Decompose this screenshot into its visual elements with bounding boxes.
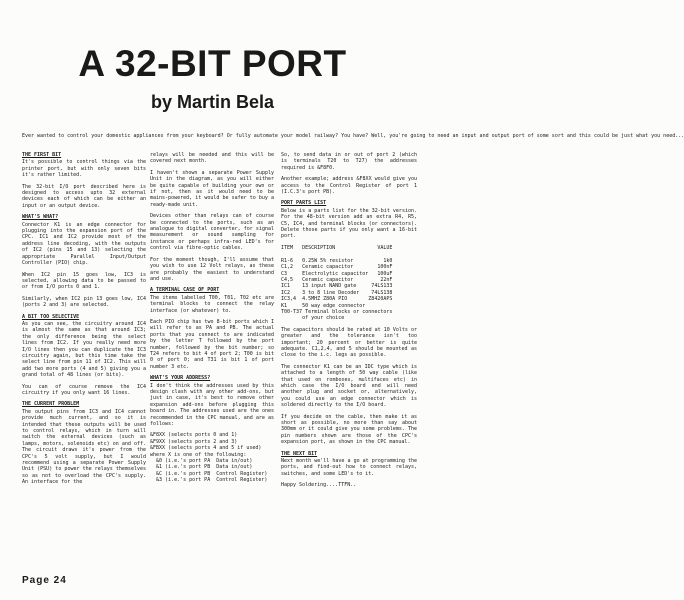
section-heading: PORT PARTS LIST bbox=[281, 200, 327, 207]
body-paragraph: Connector K1 is an edge connector for plugging into the expansion port of the CPC. IC1 and IC2 provide most of the address line decoding, with the outputs of IC2 (pins 15 and 13) selecting the appropriate Parallel Input/Output Controller (PIO) chip. bbox=[22, 221, 146, 267]
section-heading: A TERMINAL CASE OF PORT bbox=[150, 287, 220, 294]
body-paragraph: The output pins from IC3 and IC4 cannot provide much current, and so it is intended that these outputs will be used to control relays, which in turn will switch the external devices (such as lamps, motors, solenoids etc) on and off. The circuit draws it's power from the CPC's 5 volt supply, but I would recommend using a separate Power Supply Unit (PSU) to power the relays themselves so as not to overload the CPC's supply. An interface for the bbox=[22, 408, 146, 486]
body-paragraph: relays will be needed and this will be covered next month. bbox=[150, 152, 274, 165]
article-byline: by Martin Bela bbox=[150, 92, 275, 112]
column-1 bbox=[22, 152, 146, 491]
article-intro: Ever wanted to control your domestic appliances from your keyboard? Or fully automate your model railway? You have? Well, you're going to need an input and output port of some sort and this could be just what you need... bbox=[22, 133, 684, 139]
listing-block: ITEM DESCRIPTION VALUE R1-6 0.25W 5% resistor 1k0 C1,2 Ceramic capacitor 100nF C3 Electrolytic capacitor 100uF C4,5 Ceramic capacitor 22nF IC1 13 input NAND gate 74LS133 IC2 3 to 8 line Decoder 74LS138 IC3,4 4.5MHZ Z80A PIO Z8420APS K1 50 way edge connector T00-T37 Terminal blocks or connectors of your choice bbox=[281, 244, 393, 322]
body-paragraph: So, to send data in or out of port 2 (which is terminals T20 to T27) the addresses required is &F8F0. bbox=[281, 152, 417, 171]
page-number: Page 24 bbox=[22, 575, 67, 586]
body-paragraph: Similarly, when IC2 pin 13 goes low, IC4 (ports 2 and 3) are selected. bbox=[22, 295, 146, 309]
listing-block: &F8XX (selects ports 0 and 1) &F9XX (selects ports 2 and 3) &FBXX (selects ports 4 and 5 if used) where X is one of the following: &0 (i.e.'s port PA Data in/out) &1 (i.e.'s port PB Data in/out) &C (i.e.'s port PB Control Register) &3 (i.e.'s port PA Control Register) bbox=[150, 432, 268, 484]
body-paragraph: If you decide on the cable, then make it as short as possible, no more than say about 300mm or it could give you some problems. The pin numbers shown are those of the CPC's expansion port, as shown in the CPC manual. bbox=[281, 413, 417, 446]
body-paragraph: For the moment though, I'll assume that you wish to use 12 Volt relays, as these are probably the easiest to understand and use. bbox=[150, 256, 274, 282]
body-paragraph: The connector K1 can be an IDC type which is attached to a length of 50 way cable (like that used on romboxes, multifaces etc) in which case the I/O board end will need another plug and socket or, alternatively, you could use an edge connector which is soldered directly to the I/O board. bbox=[281, 363, 417, 409]
body-paragraph: Another example; address &F8XX would give you access to the Control Register of port 1 (I.C.3's port PB). bbox=[281, 176, 417, 196]
body-paragraph: Next month we'll have a go at programming the ports, and find-out how to connect relays, switches, and some LED's to it. bbox=[281, 458, 417, 477]
body-paragraph: It's possible to control things via the printer port, but with only seven bits it's rather limited. bbox=[22, 159, 146, 179]
section-heading: WHAT'S YOUR ADDRESS? bbox=[150, 375, 211, 382]
body-paragraph: Below is a parts list for the 32-bit version. For the 48-bit version add an extra R4, R5, C5, IC4, and terminal blocks (or connectors). Delete those parts if you only want a 16-bit port. bbox=[281, 207, 417, 240]
body-paragraph: The items labelled T00, T01, T02 etc are terminal blocks to connect the relay interface (or whatever) to. bbox=[150, 294, 274, 314]
section-heading: THE CURRENT PROBLEM bbox=[22, 401, 80, 408]
section-heading: THE FIRST BIT bbox=[22, 152, 62, 158]
body-paragraph: I don't think the addresses used by this design clash with any other add-ons, but just in case, it's best to remove other expansion add-ons before plugging this board in. The addresses used are the ones recommended in the CPC manual, and are as follows: bbox=[150, 382, 274, 428]
body-paragraph: You can of course remove the IC4 circuitry if you only want 16 lines. bbox=[22, 383, 146, 396]
body-paragraph: The capacitors should be rated at 10 Volts or greater and the tolerance isn't too important; 20 percent or better is quite adequate. C1,2,4, and 5 should be mounted as close to the i.c. legs as possible. bbox=[281, 326, 417, 359]
section-heading: THE NEXT BIT bbox=[281, 450, 318, 457]
body-paragraph: As you can see, the circuitry around IC4 is almost the same as that around IC3; the only difference being the select lines from IC2. If you really need more I/O lines then you can duplicate the IC3 circuitry again, but this time take the select line from pin 11 of IC2. This will add two more ports (4 and 5) giving you a grand total of 48 lines (or bits). bbox=[22, 320, 146, 379]
body-paragraph: Each PIO chip has two 8-bit ports which I will refer to as PA and PB. The actual ports that you connect to are indicated by the letter T followed by the port number, followed by the bit number; so T24 refers to bit 4 of port 2; T00 is bit 0 of port 0; and T31 is bit 1 of port number 3 etc. bbox=[150, 318, 274, 370]
column-2 bbox=[150, 152, 274, 489]
article-title: A 32-BIT PORT bbox=[78, 43, 347, 84]
section-heading: A BIT TOO SELECTIVE bbox=[22, 313, 80, 320]
section-heading: WHAT'S WHAT? bbox=[22, 214, 59, 221]
body-paragraph: Devices other than relays can of course be connected to the ports, such as an analogue to digital converter, for signal measurement or sound sampling for instance or perhaps infra-red LED's for control via fibre-optic cables. bbox=[150, 213, 274, 252]
body-paragraph: Happy Soldering....TTFN.. bbox=[281, 482, 357, 489]
column-3 bbox=[281, 152, 417, 494]
body-paragraph: When IC2 pin 15 goes low, IC3 is selected, allowing data to be passed to or from I/O ports 0 and 1. bbox=[22, 271, 146, 291]
body-paragraph: I haven't shown a separate Power Supply Unit in the diagram, as you will either be quite capable of building your own or if not, then as it would need to be mains-powered, it would be safer to buy a ready-made unit. bbox=[150, 169, 274, 208]
body-paragraph: The 32-bit I/O port described here is designed to access upto 32 external devices each of which can be either an input or an output device. bbox=[22, 183, 146, 209]
